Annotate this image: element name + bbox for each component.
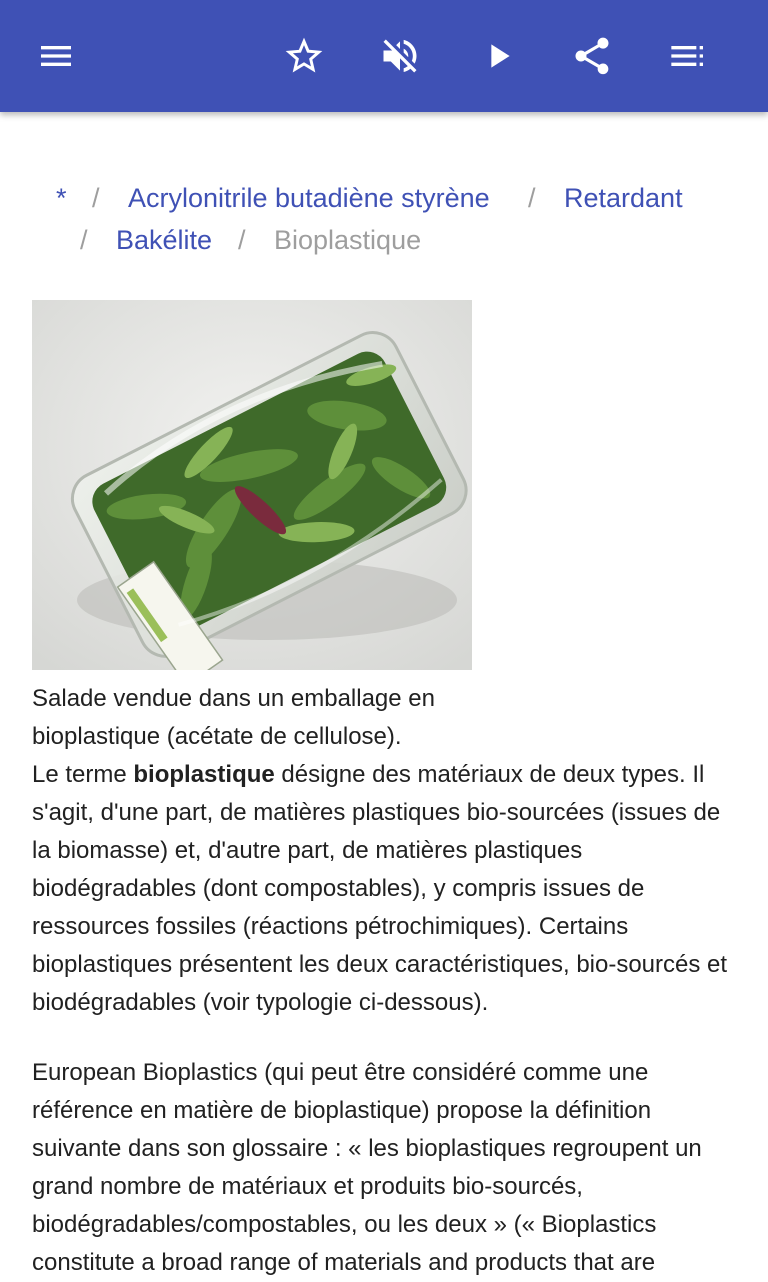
paragraph-text: désigne des matériaux de deux types. Il s'agit, d'une part, de matières plastiques bio-sourcées (issues de la biomasse) et, d'autre part, de matières plastiques biodégradables (dont compostables), y compris issues de ressources fossiles (réactions pétrochimiques). Certains bioplastiques présentent les deux caractéristiques, bio-sourcés et biodégradables (voir typologie ci-dessous).: [32, 761, 728, 1016]
article-paragraph: European Bioplastics (qui peut être considéré comme une référence en matière de bioplastique) propose la définition suivante dans son glossaire : « les bioplastiques regroupent un grand nombre de matériaux et produits bio-sourcés, biodégradables/compostables, ou les deux » (« Bioplastics constitute a broad range of materials and products that are: [32, 1059, 702, 1276]
volume-off-icon[interactable]: [372, 28, 428, 84]
breadcrumb-link-retardant[interactable]: Retardant: [564, 183, 683, 213]
breadcrumb-separator: /: [80, 225, 88, 255]
menu-icon[interactable]: [28, 28, 84, 84]
breadcrumb-current: Bioplastique: [274, 225, 422, 255]
star-icon[interactable]: [276, 28, 332, 84]
paragraph-text: Le terme: [32, 761, 134, 788]
bold-term: bioplastique: [133, 761, 275, 788]
breadcrumb-separator: /: [92, 183, 100, 213]
breadcrumb-separator: /: [238, 225, 246, 255]
breadcrumb-link-abs[interactable]: Acrylonitrile butadiène styrène: [128, 183, 490, 213]
playlist-icon[interactable]: [660, 28, 716, 84]
app-toolbar: [0, 0, 768, 112]
figure-caption: Salade vendue dans un emballage en bioplastique (acétate de cellulose).: [32, 685, 435, 750]
article-paragraph: [32, 756, 736, 1022]
breadcrumb-link-home[interactable]: *: [56, 183, 67, 213]
share-icon[interactable]: [564, 28, 620, 84]
breadcrumb-link-bakelite[interactable]: Bakélite: [116, 225, 213, 255]
breadcrumb-separator: /: [528, 183, 536, 213]
salad-package-image: [32, 300, 472, 670]
article-content: [32, 680, 736, 1282]
play-icon[interactable]: [470, 28, 526, 84]
